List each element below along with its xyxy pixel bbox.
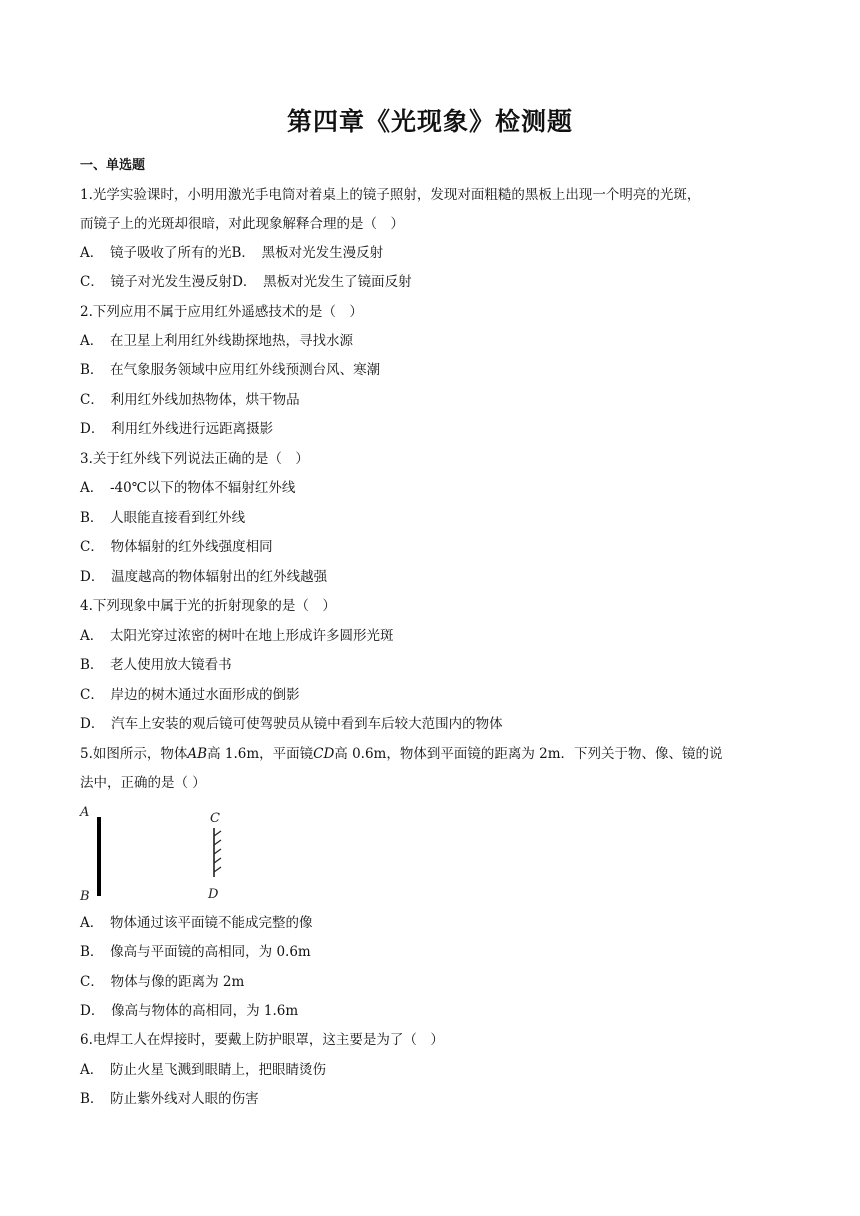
q2-option-a: A． 在卫星上利用红外线勘探地热，寻找水源 xyxy=(80,333,353,349)
q3-option-d: D． 温度越高的物体辐射出的红外线越强 xyxy=(80,569,328,585)
q5-option-b: B． 像高与平面镜的高相同，为 0.6m xyxy=(80,944,311,960)
figure-label-c: C xyxy=(210,811,220,826)
q5-stem-line2: 法中，正确的是（ ） xyxy=(80,775,206,791)
q6-option-b: B． 防止紫外线对人眼的伤害 xyxy=(80,1091,259,1107)
q5-option-d: D． 像高与物体的高相同，为 1.6m xyxy=(80,1003,299,1019)
q1-option-c: 镜子对光发生漫反射 xyxy=(110,274,233,290)
q6-option-a: A． 防止火星飞溅到眼睛上，把眼睛烫伤 xyxy=(80,1062,326,1078)
q5-mirror-figure xyxy=(76,800,236,904)
q3-option-c: C． 物体辐射的红外线强度相同 xyxy=(80,539,273,555)
q1-option-d: 黑板对光发生了镜面反射 xyxy=(263,274,412,290)
mirror-hatching xyxy=(214,831,221,872)
q1-option-a: 镜子吸收了所有的光 xyxy=(110,245,232,261)
q2-option-b: B． 在气象服务领域中应用红外线预测台风、寒潮 xyxy=(80,362,381,378)
q2-stem: 2.下列应用不属于应用红外遥感技术的是（ ） xyxy=(80,304,363,320)
q6-stem: 6.电焊工人在焊接时，要戴上防护眼罩，这主要是为了（ ） xyxy=(80,1032,444,1048)
page-title: 第四章《光现象》检测题 xyxy=(286,107,573,136)
q1-option-c-letter: C． xyxy=(80,274,98,290)
section-heading: 一、单选题 xyxy=(80,158,146,173)
q2-option-d: D． 利用红外线进行远距离摄影 xyxy=(80,421,274,437)
q4-option-b: B． 老人使用放大镜看书 xyxy=(80,657,232,673)
q4-stem: 4.下列现象中属于光的折射现象的是（ ） xyxy=(80,598,336,614)
q1-options-row2 xyxy=(80,272,412,292)
q5-object-label: AB xyxy=(187,746,208,762)
q1-stem-line1: 1.光学实验课时，小明用激光手电筒对着桌上的镜子照射，发现对面粗糙的黑板上出现一个明亮的光斑， xyxy=(80,187,701,203)
q5-stem-part2: 高 1.6m，平面镜 xyxy=(207,746,314,762)
figure-label-b: B xyxy=(80,889,90,904)
q5-mirror-label: CD xyxy=(313,746,335,762)
q1-option-a-letter: A． xyxy=(80,245,97,261)
q2-option-c: C． 利用红外线加热物体，烘干物品 xyxy=(80,392,300,408)
q5-option-a: A． 物体通过该平面镜不能成完整的像 xyxy=(80,915,313,931)
q5-stem-part3: 高 0.6m，物体到平面镜的距离为 2m．下列关于物、像、镜的说 xyxy=(334,746,723,762)
q3-option-b: B． 人眼能直接看到红外线 xyxy=(80,510,246,526)
q1-options-row1 xyxy=(80,243,383,263)
q1-option-d-letter: D． xyxy=(232,274,250,290)
q5-stem-line1 xyxy=(80,744,723,764)
q3-option-a: A． -40℃以下的物体不辐射红外线 xyxy=(80,480,296,496)
figure-label-d: D xyxy=(208,887,219,902)
q3-stem: 3.关于红外线下列说法正确的是（ ） xyxy=(80,451,309,467)
figure-label-a: A xyxy=(80,805,90,820)
q4-option-d: D． 汽车上安装的观后镜可使驾驶员从镜中看到车后较大范围内的物体 xyxy=(80,716,503,732)
q5-stem-part1: 5.如图所示，物体 xyxy=(80,746,188,762)
q1-stem-line2: 而镜子上的光斑却很暗，对此现象解释合理的是（ ） xyxy=(80,216,404,232)
q4-option-c: C． 岸边的树木通过水面形成的倒影 xyxy=(80,687,300,703)
q1-option-b-letter: B． xyxy=(231,245,249,261)
object-ab-line xyxy=(97,817,101,896)
q5-option-c: C． 物体与像的距离为 2m xyxy=(80,974,245,990)
q4-option-a: A． 太阳光穿过浓密的树叶在地上形成许多圆形光斑 xyxy=(80,628,394,644)
q1-option-b: 黑板对光发生漫反射 xyxy=(261,245,384,261)
